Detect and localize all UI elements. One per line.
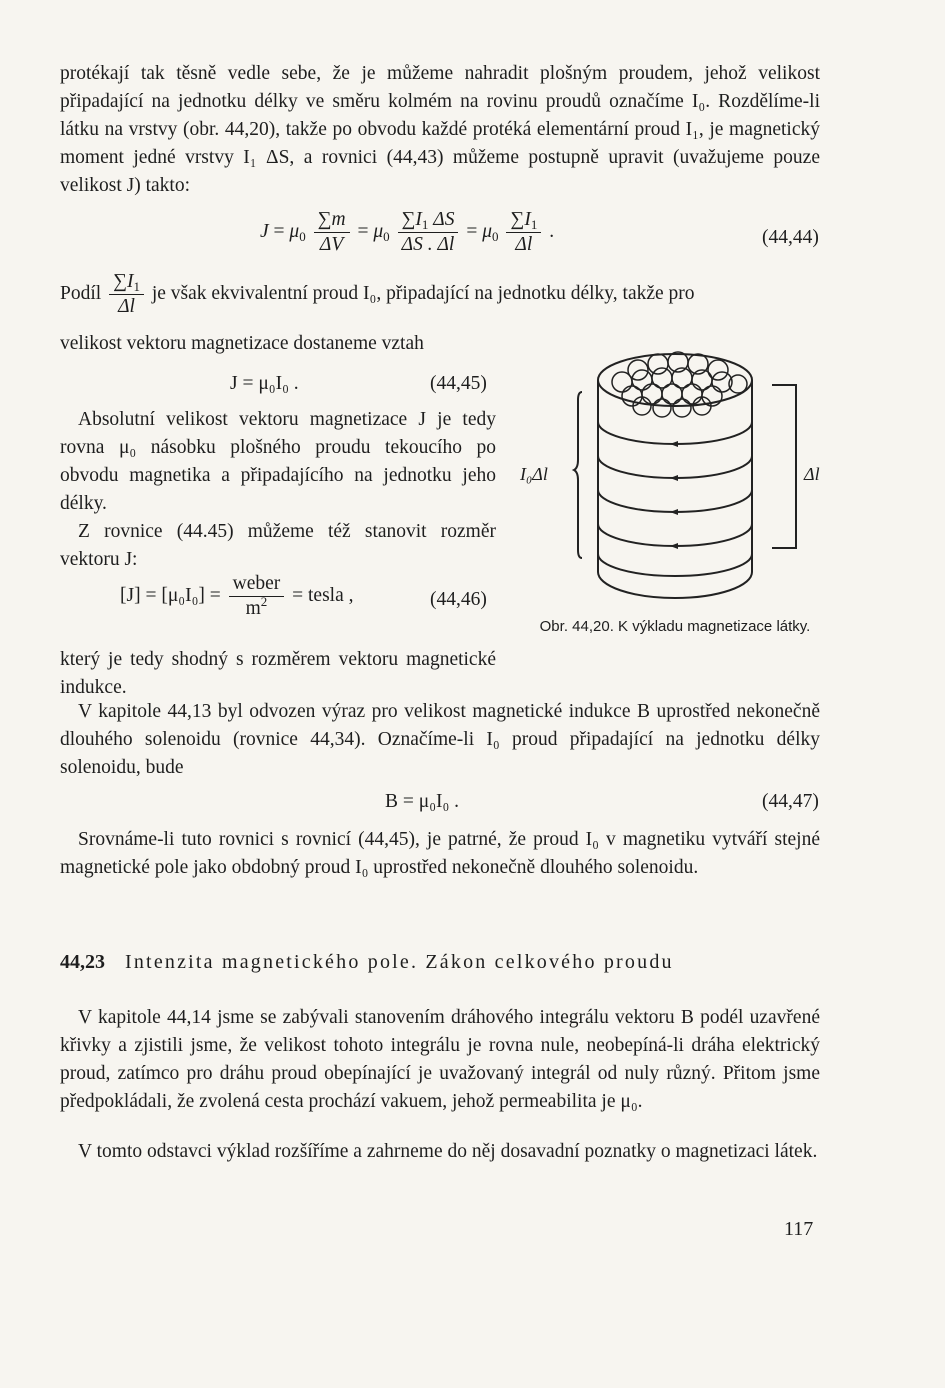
- section-number: 44,23: [60, 951, 105, 973]
- paragraph-rozmer: Z rovnice (44.45) můžeme též stanovit rozměr vektoru J:: [60, 521, 496, 570]
- equation-number-44-44: (44,44): [762, 227, 819, 248]
- paragraph-srovname: Srovnáme-li tuto rovnici s rovnicí (44,45), je patrné, že proud I₀ v magnetiku vytváří stejné magnetické pole jako obdobný proud I₀ uprostřed nekonečně dlouhého solenoidu.: [60, 829, 820, 878]
- equation-number-44-46: (44,46): [430, 589, 487, 610]
- paragraph-podil: Podíl $\frac{\sum I_1}{\Delta l}$ je však ekvivalentní proud I₀, připadající na jednotku délky, takže pro: [60, 271, 695, 317]
- paragraph-intro: protékají tak těsně vedle sebe, že je můžeme nahradit plošným proudem, jehož velikost připadající na jednotku délky ve směru kolmém na rovinu proudů označíme I₀. Rozdělíme-li látku na vrstvy (obr. 44,20), takže po obvodu každé protéká elementární proud I₁, je magnetický moment jedné vrstvy I₁ ΔS, a rovnici (44,43) můžeme postupně upravit (uvažujeme pouze velikost J) takto:: [60, 63, 820, 196]
- cylinder-diagram: [520, 340, 830, 610]
- equation-44-44: $J = \mu_0$ $\frac{\sum m}{\Delta V}$ = $\mu_0$ $\frac{\sum I_1 \Delta S}{\Delta S . \Delta l}$ = $\mu_0$ $\frac{\sum I_1}{\Delta l}$ .: [260, 209, 555, 255]
- label-dl: Δl: [804, 464, 820, 484]
- label-i0-dl: I₀Δl: [520, 464, 548, 484]
- paragraph-kapitola-44-14: V kapitole 44,14 jsme se zabývali stanovením dráhového integrálu vektoru B podél uzavřené křivky a zjistili jsme, že velikost tohoto integrálu je rovna nule, neobepíná-li dráha elektrický proud, zatímco pro dráhu proud obepínající je uvažovaný integrál od nuly různý. Přitom jsme předpokládali, že zvolená cesta prochází vakuem, jehož permeabilita je μ₀.: [60, 1007, 820, 1112]
- paragraph-absolutni: Absolutní velikost vektoru magnetizace J je tedy rovna μ₀ násobku plošného proudu tekoucího po obvodu magnetika a připadajícího na jednotku jeho délky.: [60, 409, 496, 514]
- equation-44-47: B = μ₀I₀ .: [385, 791, 460, 812]
- section-heading: [60, 948, 674, 976]
- figure-44-20: [520, 340, 830, 615]
- equation-number-44-45: (44,45): [430, 373, 487, 394]
- paragraph-rozsirime: V tomto odstavci výklad rozšíříme a zahrneme do něj dosavadní poznatky o magnetizaci látek.: [78, 1141, 818, 1162]
- figure-caption: Obr. 44,20. K výkladu magnetizace látky.: [539, 618, 811, 635]
- paragraph-kapitola-44-13: V kapitole 44,13 byl odvozen výraz pro velikost magnetické indukce B uprostřed nekonečně dlouhého solenoidu (rovnice 44,34). Označíme-li I₀ proud připadající na jednotku délky solenoidu, bude: [60, 701, 820, 778]
- section-title: Intenzita magnetického pole. Zákon celkového proudu: [125, 951, 674, 973]
- paragraph-shodny: který je tedy shodný s rozměrem vektoru magnetické indukce.: [60, 649, 496, 698]
- equation-number-44-47: (44,47): [762, 791, 819, 812]
- equation-44-46: [J] = [μ₀I₀] = $\frac{\text{weber}}{m^2}$ = tesla ,: [120, 573, 354, 619]
- equation-44-45: J = μ₀I₀ .: [230, 373, 299, 394]
- paragraph-velikost: velikost vektoru magnetizace dostaneme vztah: [60, 333, 424, 354]
- page-number: 117: [784, 1218, 814, 1240]
- arrow-marks: [670, 441, 678, 549]
